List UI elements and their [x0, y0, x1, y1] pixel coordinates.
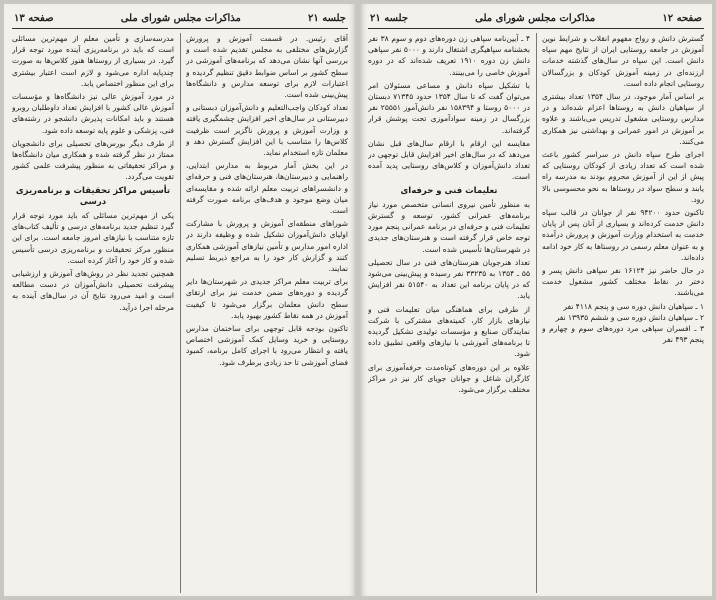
paragraph: به منظور تأمین نیروی انسانی متخصص مورد نیاز برنامه‌های عمرانی کشور، توسعه و گسترش تعلیمات فنی و حرفه‌ای در برنامه عمرانی پنجم مورد توجه خاص قرار گرفته است و هنرستان‌های جدیدی در شهرستان‌ها تأسیس شده است. — [368, 199, 530, 254]
paragraph: یکی از مهم‌ترین مسائلی که باید مورد توجه قرار گیرد تنظیم جدید برنامه‌های درسی و تألیف کتاب‌های تازه متناسب با نیازهای امروز جامعه است. برای این منظور مرکز تحقیقات و برنامه‌ریزی درسی تأسیس شده و کار خود را آغاز کرده است. — [12, 211, 174, 265]
paragraph: مدرسه‌سازی و تأمین معلم از مهم‌ترین مسائلی است که باید در برنامه‌ریزی آینده مورد توجه قرار گیرد. در بسیاری از روستاها هنوز کلاس‌ها به صورت چندپایه اداره می‌شود و لازم است اعتبار بیشتری برای این منظور اختصاص یابد. — [12, 34, 174, 88]
numbered-list — [542, 301, 704, 346]
column-divider — [180, 33, 181, 593]
left-page-columns — [12, 33, 348, 593]
right-page-right-column — [542, 33, 704, 593]
paragraph: در مورد آموزش عالی نیز دانشگاه‌ها و مؤسسات آموزش عالی کشور با افزایش تعداد داوطلبان روبرو هستند و باید امکانات پذیرش دانشجو در رشته‌های فنی، پزشکی و علوم پایه توسعه داده شود. — [12, 92, 174, 135]
left-page-left-column — [12, 33, 174, 593]
right-page-number: صفحه ۱۲ — [662, 12, 702, 24]
paragraph: ۴ ـ آیین‌نامه سپاهی زن دوره‌های دوم و سوم ۳۸ نفر بخشنامه سپاهیگری اشتغال دارند و ۵۰۰۰ نفر سپاهی دانش زن دوره ۱۹۱۰ تعریف شده‌اند که در دوره آموزش خاصی را می‌بینند. — [368, 34, 530, 77]
paragraph: گسترش دانش و رواج مفهوم انقلاب و شرایط نوین آموزش در جامعه روستایی ایران از نتایج مهم سپاه دانش است. این سپاه در سال‌های گذشته خدمات ارزنده‌ای در زمینه آموزش کودکان و بزرگسالان روستایی انجام داده است. — [542, 34, 704, 88]
section-heading: تأسیس مراکز تحقیقات و برنامه‌ریزی درسی — [15, 185, 171, 207]
paragraph: تاکنون حدود ۹۴۲۰۰ نفر از جوانان در قالب سپاه دانش خدمت کرده‌اند و بسیاری از آنان پس از پایان خدمت به استخدام وزارت آموزش و پرورش درآمده و به عنوان معلم رسمی در روستاها به کار خود ادامه داده‌اند. — [542, 208, 704, 262]
right-page-session: جلسه ۲۱ — [370, 12, 409, 24]
paragraph: در حال حاضر نیز ۱۶۱۲۴ نفر سپاهی دانش پسر و دختر در نقاط مختلف کشور مشغول خدمت می‌باشند. — [542, 266, 704, 298]
paragraph: تعداد کودکان واجب‌التعلیم و دانش‌آموزان دبستانی و دبیرستانی در سال‌های اخیر افزایش چشمگیری یافته و وزارت آموزش و پرورش ناگزیر است ظرفیت کلاس‌ها را متناسب با این افزایش گسترش دهد و معلمان تازه استخدام نماید. — [186, 103, 348, 158]
paragraph: بر اساس آمار موجود، در سال ۱۳۵۴ تعداد بیشتری از سپاهیان دانش به روستاها اعزام شده‌اند و در مدارس روستایی مشغول تدریس می‌باشند و علاوه بر آموزش در امور عمرانی و بهداشتی نیز همکاری می‌کنند. — [542, 92, 704, 146]
left-page-header — [12, 10, 348, 29]
paragraph: در این بخش آمار مربوط به مدارس ابتدایی، راهنمایی و دبیرستان‌ها، هنرستان‌های فنی و حرفه‌ای و دانشسراهای تربیت معلم ارائه شده و مقایسه‌ای میان وضع موجود و هدف‌های برنامه صورت گرفته است. — [186, 161, 348, 216]
paragraph: برای تربیت معلم مراکز جدیدی در شهرستان‌ها دایر گردیده و دوره‌های ضمن خدمت نیز برای ارتقای سطح دانش معلمان برگزار می‌شود تا کیفیت آموزش در همه نقاط کشور بهبود یابد. — [186, 277, 348, 320]
paragraph: از طرفی برای هماهنگی میان تعلیمات فنی و نیازهای بازار کار، کمیته‌های مشترکی با شرکت نمایندگان صنایع و مؤسسات تولیدی تشکیل گردیده تا برنامه‌های آموزشی با نیازهای واقعی تطبیق داده شود. — [368, 304, 530, 359]
left-page — [4, 4, 356, 596]
paragraph: اجرای طرح سپاه دانش در سراسر کشور باعث شده است که تعداد زیادی از کودکان روستایی که پیش از این از آموزش محروم بودند به مدرسه راه یابند و سطح سواد در روستاها به نحو محسوسی بالا رود. — [542, 150, 704, 204]
left-page-right-column — [186, 33, 348, 593]
paragraph: شوراهای منطقه‌ای آموزش و پرورش با مشارکت اولیای دانش‌آموزان تشکیل شده و وظیفه دارند در اداره امور مدارس و تأمین نیازهای آموزشی همکاری کنند و گزارش کار خود را به مراجع ذیربط تسلیم نمایند. — [186, 219, 348, 274]
document-spread — [4, 4, 712, 596]
left-page-title: مذاکرات مجلس شورای ملی — [120, 12, 241, 24]
right-page-header — [368, 10, 704, 29]
column-divider — [536, 33, 537, 593]
paragraph: تعداد هنرجویان هنرستان‌های فنی در سال تحصیلی ۵۵ ـ ۱۳۵۴ به ۳۳۲۳۵ نفر رسیده و پیش‌بینی می‌شود که در پایان برنامه این تعداد به ۵۱۵۴۰ نفر افزایش یابد. — [368, 257, 530, 301]
paragraph: مقایسه این ارقام با ارقام سال‌های قبل نشان می‌دهد که در سال‌های اخیر افزایش قابل توجهی در تعداد دانش‌آموزان و کلاس‌های روستایی پدید آمده است. — [368, 138, 530, 182]
right-page-title: مذاکرات مجلس شورای ملی — [475, 12, 596, 24]
left-page-number: صفحه ۱۳ — [14, 12, 54, 24]
list-item: ۱ ـ سپاهیان دانش دوره سی و پنجم ۴۱۱۸ نفر — [563, 301, 704, 311]
list-item: ۳ ـ افسران سپاهی مرد دوره‌های سوم و چهارم و پنجم ۴۹۳ نفر — [542, 324, 704, 345]
section-heading: تعلیمات فنی و حرفه‌ای — [400, 185, 498, 196]
right-page — [360, 4, 712, 596]
paragraph: از طرف دیگر بورس‌های تحصیلی برای دانشجویان ممتاز در نظر گرفته شده و همکاری میان دانشگاه‌ها و مراکز تحقیقاتی به منظور پیشرفت علمی کشور تقویت می‌گردد. — [12, 138, 174, 182]
right-page-left-column — [368, 33, 530, 593]
paragraph: علاوه بر این دوره‌های کوتاه‌مدت حرفه‌آموزی برای کارگران شاغل و جوانان جویای کار نیز در مراکز مختلف برگزار می‌شود. — [368, 362, 530, 395]
paragraph: تاکنون بودجه قابل توجهی برای ساختمان مدارس روستایی و خرید وسایل کمک آموزشی اختصاص یافته و انتظار می‌رود با اجرای کامل برنامه، کمبود فضای آموزشی تا حد زیادی برطرف شود. — [186, 324, 348, 367]
list-item: ۲ ـ سپاهیان دانش دوره سی و ششم ۱۳۹۳۵ نفر — [555, 312, 704, 322]
paragraph: با تشکیل سپاه دانش و مساعی مسئولان امر می‌توان گفت که تا سال ۱۳۵۴ حدود ۷۱۳۴۵ دبستان در ۵۰۰۰ روستا و ۱۵۸۳۹۴ نفر دانش‌آموز ۲۵۵۵۱ نفر بزرگسال در زمینه سوادآموزی تحت پوشش قرار گرفته‌اند. — [368, 80, 530, 135]
paragraph: همچنین تجدید نظر در روش‌های آموزش و ارزشیابی پیشرفت تحصیلی دانش‌آموزان در دست مطالعه است و امید می‌رود نتایج آن در سال‌های آینده به مرحله اجرا درآید. — [12, 269, 174, 312]
paragraph: آقای رئیس. در قسمت آموزش و پرورش گزارش‌های مختلفی به مجلس تقدیم شده است و بررسی آنها نشان می‌دهد که برنامه‌های آموزشی در سطح کشور بر اساس ضوابط دقیق تنظیم گردیده و اعتبارات لازم برای توسعه مدارس و دانشگاه‌ها پیش‌بینی شده است. — [186, 34, 348, 100]
right-page-columns — [368, 33, 704, 593]
left-page-session: جلسه ۲۱ — [307, 12, 346, 24]
